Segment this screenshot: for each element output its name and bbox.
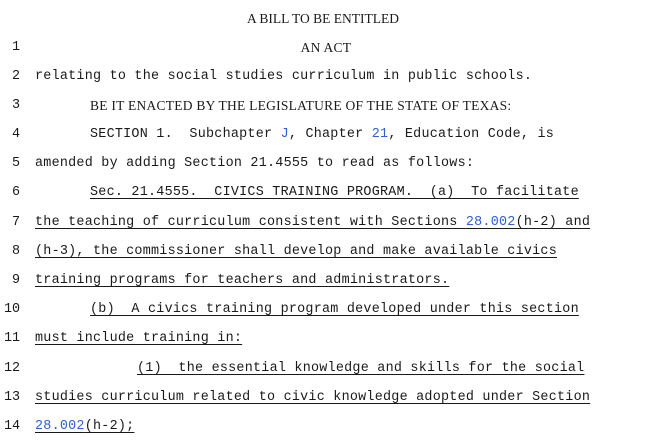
item-1-text: (1) the essential knowledge and skills for the social [137, 361, 585, 376]
section-heading-text: Sec. 21.4555. CIVICS TRAINING PROGRAM. (a) To facilitate [90, 185, 579, 200]
subsection-b-text: (b) A civics training program developed under this section [90, 302, 579, 317]
line-number: 9 [11, 273, 20, 288]
enacting-clause: BE IT ENACTED BY THE LEGISLATURE OF THE STATE OF TEXAS: [90, 98, 512, 113]
line-number: 3 [11, 98, 20, 113]
section-1-continuation: amended by adding Section 21.4555 to read as follows: [35, 156, 475, 171]
line-number: 4 [11, 127, 20, 142]
section-28-002-link[interactable]: 28.002 [465, 215, 516, 230]
line-number: 12 [4, 361, 21, 376]
line-number: 8 [11, 244, 20, 259]
line-number: 2 [11, 69, 20, 84]
bill-header: A BILL TO BE ENTITLED [247, 11, 399, 26]
line-number: 7 [11, 215, 20, 230]
section-1-intro [90, 127, 620, 142]
subsection-a-text: training programs for teachers and administrators. [35, 273, 450, 288]
section-28-002-link[interactable]: 28.002 [35, 419, 85, 434]
subsection-a-text: (h-3), the commissioner shall develop and make available civics [35, 244, 557, 259]
chapter-link[interactable]: 21 [371, 127, 389, 142]
act-heading: AN ACT [300, 40, 352, 55]
item-1-text: studies curriculum related to civic knowledge adopted under Section [35, 390, 591, 405]
line-number: 11 [4, 331, 21, 346]
subsection-a-text: the teaching of curriculum consistent with Sections 28.002(h-2) and [35, 215, 591, 230]
section-1-text: SECTION 1. Subchapter J, Chapter 21, Education Code, is [90, 127, 555, 142]
subsection-b-text: must include training in: [35, 331, 243, 346]
line-number: 6 [11, 185, 20, 200]
line-number: 5 [11, 156, 20, 171]
line-number: 10 [4, 302, 21, 317]
line-number: 14 [4, 419, 21, 434]
subchapter-link[interactable]: J [280, 127, 289, 142]
bill-caption: relating to the social studies curriculum in public schools. [35, 69, 533, 84]
item-1-text: 28.002(h-2); [35, 419, 135, 434]
line-number: 13 [4, 390, 21, 405]
line-number: 1 [11, 40, 20, 55]
